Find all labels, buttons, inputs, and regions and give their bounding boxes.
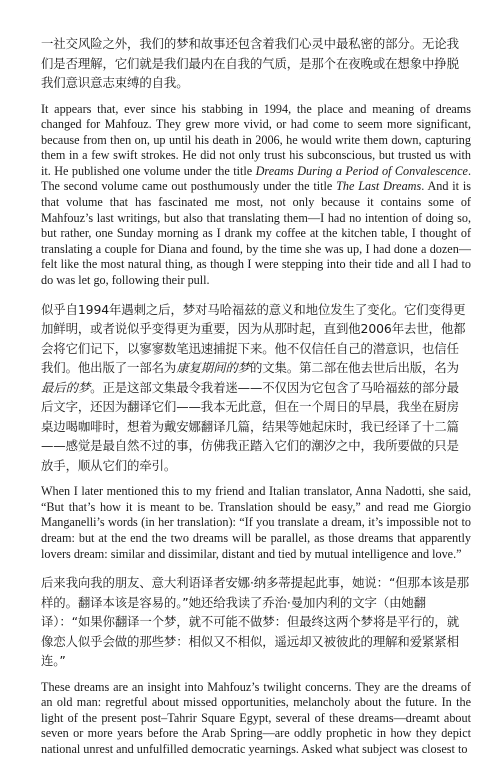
paragraph-en-1 <box>41 102 471 289</box>
text-run: 的文集。第二部在他去世后出版，名为 <box>249 360 459 376</box>
paragraph-zh-1 <box>41 34 471 93</box>
text-run: 后来我向我的朋友、意大利语译者安娜·纳多蒂提起此事，她说：“但那本该是那样的。翻译本该是容易的。”她还给我读了乔治·曼加内利的文字（由她翻译）：“如果你翻译一个梦，就不可能不做梦：但最终这两个梦将是平行的，就像恋人似乎会做的那些梦：相似又不相似，遥远却又被彼此的理解和爱紧紧相连。” <box>41 575 470 669</box>
italic-title: 最后的梦 <box>41 379 91 395</box>
italic-title: Dreams During a Period of Convalescence <box>255 163 468 178</box>
paragraph-en-2 <box>41 484 471 562</box>
italic-title: The Last Dreams <box>336 179 422 194</box>
text-run: It appears that, ever since his stabbing in 1994, the place and meaning of dreams changed for Mahfouz. They grew more vivid, or had come to seem more significant, because from then on, up until his death in 2006, he would write them down, capturing them in a few swift strokes. He did not only trust his subconscious, but trusted us with it. He published one volume under the title <box>41 101 471 178</box>
paragraph-en-3 <box>41 680 471 758</box>
document-page <box>41 34 471 769</box>
paragraph-zh-3 <box>41 573 471 671</box>
text-run: 似乎自1994年遇刺之后，梦对马哈福兹的意义和地位发生了变化。它们变得更加鲜明，或者说似乎变得更为重要，因为从那时起，直到他2006年去世，他都会将它们记下，以寥寥数笔迅速捕捉下来。他不仅信任自己的潜意识，也信任我们。他出版了一部名为 <box>41 301 466 376</box>
text-run: . The second volume came out posthumously under the title <box>41 163 472 194</box>
text-run: These dreams are an insight into Mahfouz’s twilight concerns. They are the dreams of an old man: regretful about missed opportunities, melancholy about the future. In the light of the present post–Tahrir Square Egypt, several of these dreams—dreamt about seven or more years before the Arab Spring—are oddly prophetic in how they depict national unrest and unfulfilled democratic yearnings. Asked what subject was closest to <box>41 679 471 756</box>
text-run: . And it is that volume that has fascinated me most, not only because it contains some of Mahfouz’s last writings, but also that translating them—I had no intention of doing so, but rather, one Sunday morning as I drank my coffee at the kitchen table, I thought of translating a couple for Diana and found, by the time she was up, I had done a dozen—felt like the most natural thing, as though I were stepping into their tide and all I had to do was let go, following their pull. <box>41 179 472 288</box>
paragraph-zh-2 <box>41 300 471 476</box>
text-run: 。正是这部文集最令我着迷——不仅因为它包含了马哈福兹的部分最后文字，还因为翻译它们——我本无此意，但在一个周日的早晨，我坐在厨房桌边喝咖啡时，想着为戴安娜翻译几篇，结果等她起床时，我已经译了十二篇——感觉是最自然不过的事，仿佛我正踏入它们的潮汐之中，我所要做的只是放手，顺从它们的牵引。 <box>41 379 459 473</box>
text-run: 一社交风险之外，我们的梦和故事还包含着我们心灵中最私密的部分。无论我们是否理解，它们就是我们最内在自我的气质，是那个在夜晚或在想象中挣脱我们意识意志束缚的自我。 <box>41 36 459 90</box>
italic-title: 康复期间的梦 <box>176 360 250 376</box>
text-run: When I later mentioned this to my friend and Italian translator, Anna Nadotti, she said, “But that’s how it is meant to be. Translation should be easy,” and read me Giorgio Manganelli’s words (in her translation): “If you translate a dream, it’s impossible not to dream: but at the end the two dreams will be parallel, as those dreams that apparently lovers dream: similar and dissimilar, distant and tied by mutual intelligence and love.” <box>41 484 471 561</box>
